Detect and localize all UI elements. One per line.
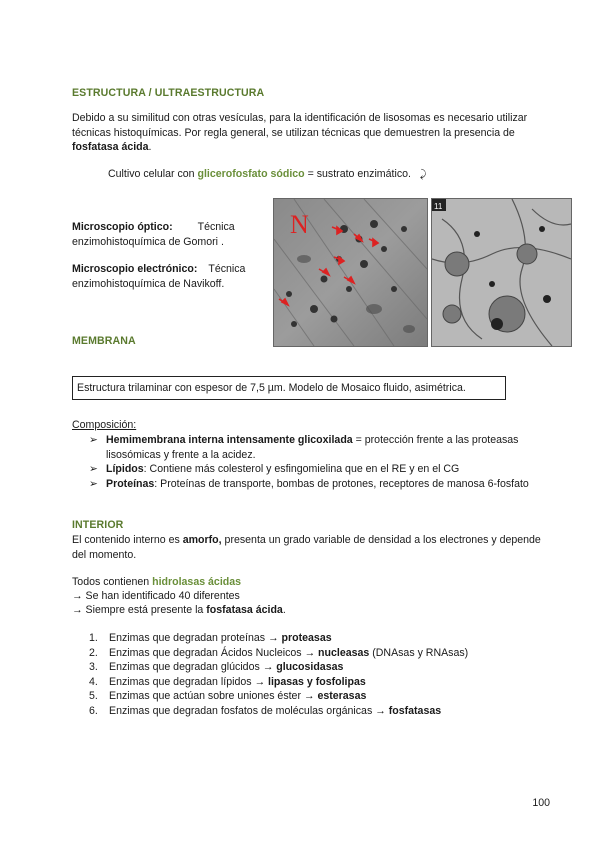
list-item: 2. Enzimas que degradan Ácidos Nucleicos → nucleasas (DNAsas y RNAsas) [89, 646, 469, 659]
list-item: 5. Enzimas que actúan sobre uniones éster → esterasas [89, 690, 367, 703]
electron-label: Microscopio electrónico: [72, 263, 198, 275]
list-item: ➢ Proteínas: Proteínas de transporte, bombas de protones, receptores de manosa 6-fosfato [89, 477, 529, 490]
hydrolases-term: hidrolasas ácidas [152, 576, 242, 588]
interior-text: El contenido interno es amorfo, presenta un grado variable de densidad a los electrones y depende del momento. [72, 534, 541, 561]
section-heading-interior: INTERIOR [72, 519, 124, 531]
bullet-arrow-icon: ➢ [89, 463, 98, 476]
section-heading-structure: ESTRUCTURA / ULTRAESTRUCTURA [72, 87, 265, 99]
composition-label: Composición: [72, 419, 137, 431]
enzyme-list [72, 631, 552, 719]
membrane-summary-box [72, 376, 506, 400]
curved-arrow-icon: ⤸ [419, 168, 427, 180]
list-item: 3. Enzimas que degradan glúcidos → glucosidasas [89, 661, 344, 674]
micrograph-electron [431, 198, 572, 347]
hydrolases-phosphatase: → Siempre está presente la fosfatasa ácida. [72, 604, 286, 616]
intro-text: Debido a su similitud con otras vesículas, para la identificación de lisosomas es necesario utilizar técnicas histoquímicas. Por regla general, se utilizan técnicas que demuestren la presencia de [72, 112, 528, 139]
list-item: ➢ Hemimembrana interna intensamente glicoxilada = protección frente a las proteasas lisosómicas y frente a la acidez. [89, 434, 519, 461]
structure-intro: Debido a su similitud con otras vesículas, para la identificación de lisosomas es necesario utilizar técnicas histoquímicas. Por regla general, se utilizan técnicas que demuestren la presencia de fosfatasa ácida. [72, 112, 528, 154]
list-item: 6. Enzimas que degradan fosfatos de moléculas orgánicas → fosfatasas [89, 705, 442, 718]
culture-line: Cultivo celular con glicerofosfato sódico = sustrato enzimático. ⤸ [108, 168, 427, 180]
hydrolases-line: Todos contienen hidrolasas ácidas [72, 576, 242, 588]
composition-list [72, 433, 552, 491]
hydrolases-count: → Se han identificado 40 diferentes [72, 590, 240, 602]
intro-bold: fosfatasa ácida [72, 141, 149, 154]
optical-label: Microscopio óptico: [72, 221, 173, 233]
culture-substrate: glicerofosfato sódico [197, 168, 305, 180]
section-heading-membrane: MEMBRANA [72, 335, 136, 347]
bullet-arrow-icon: ➢ [89, 434, 98, 446]
electron-microscope: Microscopio electrónico: Técnica enzimohistoquímica de Navikoff. [72, 263, 246, 290]
list-item: 4. Enzimas que degradan lípidos → lipasas y fosfolipas [89, 675, 366, 688]
bullet-arrow-icon: ➢ [89, 477, 98, 490]
optical-microscope: Microscopio óptico: Técnica enzimohistoquímica de Gomori . [72, 221, 235, 248]
image-label-11: 11 [434, 202, 443, 211]
page-number: 100 [532, 797, 550, 809]
membrane-summary-text: Estructura trilaminar con espesor de 7,5 µm. Modelo de Mosaico fluido, asimétrica. [77, 382, 466, 394]
list-item: ➢ Lípidos: Contiene más colesterol y esfingomielina que en el RE y en el CG [89, 463, 460, 476]
micrograph-optical [273, 198, 428, 347]
list-item: 1. Enzimas que degradan proteínas → proteasas [89, 632, 332, 644]
image-letter-n: N [290, 210, 309, 239]
